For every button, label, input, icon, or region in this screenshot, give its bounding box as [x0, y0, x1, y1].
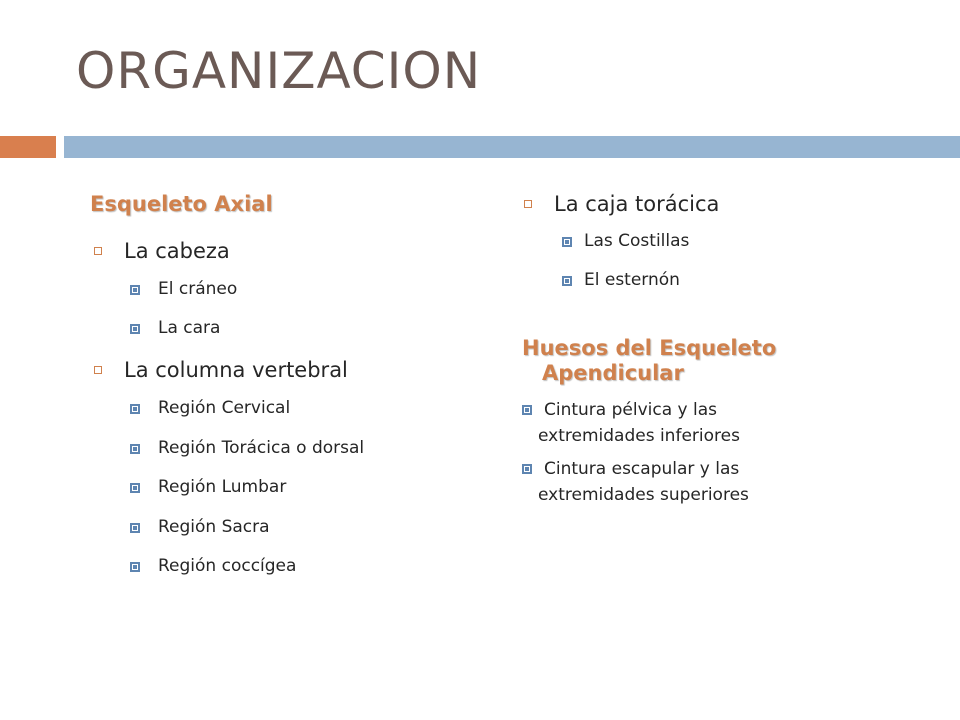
square-filled-bullet-icon: [130, 285, 140, 295]
square-outline-bullet-icon: [524, 200, 532, 208]
square-filled-bullet-icon: [130, 324, 140, 334]
list-item-cintura-pelvica: [522, 398, 942, 449]
list-item-label: La columna vertebral: [124, 358, 348, 383]
heading-huesos-apendicular: [522, 336, 942, 386]
list-item-region-lumbar: [90, 477, 490, 497]
list-item-la-caja-toracica: [522, 192, 942, 217]
list-item-el-esternon: [522, 270, 942, 290]
list-item-region-sacra: [90, 517, 490, 537]
square-outline-bullet-icon: [94, 247, 102, 255]
list-item-la-columna-vertebral: [90, 358, 490, 383]
list-item-label: El esternón: [584, 269, 680, 290]
list-item-region-toracica: [90, 438, 490, 458]
list-item-label: La cara: [158, 317, 221, 338]
heading-line-1: Huesos del Esqueleto: [522, 335, 777, 360]
accent-bar-blue: [64, 136, 960, 158]
list-item-label: La cabeza: [124, 239, 230, 264]
list-item-line-1: Cintura escapular y las: [544, 459, 740, 480]
square-filled-bullet-icon: [562, 276, 572, 286]
square-filled-bullet-icon: [130, 523, 140, 533]
list-item-la-cara: [90, 318, 490, 338]
square-outline-bullet-icon: [94, 366, 102, 374]
list-item-cintura-escapular: [522, 457, 942, 508]
list-item-label: Región Torácica o dorsal: [158, 437, 365, 458]
list-item-label: Región Sacra: [158, 516, 270, 537]
list-item-region-coccigea: [90, 556, 490, 576]
list-item-label: El cráneo: [158, 279, 238, 300]
square-filled-bullet-icon: [522, 405, 532, 415]
list-item-label: La caja torácica: [554, 192, 720, 216]
square-filled-bullet-icon: [130, 483, 140, 493]
list-item-region-cervical: [90, 398, 490, 418]
square-filled-bullet-icon: [562, 237, 572, 247]
list-item-line-1: Cintura pélvica y las: [544, 400, 718, 421]
square-filled-bullet-icon: [130, 444, 140, 454]
list-item-la-cabeza: [90, 239, 490, 264]
list-item-label: Región Lumbar: [158, 477, 287, 498]
list-item-label: Región Cervical: [158, 398, 291, 419]
heading-esqueleto-axial: Esqueleto Axial: [90, 192, 273, 216]
square-filled-bullet-icon: [522, 464, 532, 474]
list-item-label: Las Costillas: [584, 231, 690, 252]
slide-title: ORGANIZACION: [76, 42, 482, 100]
list-item-el-craneo: [90, 279, 490, 299]
accent-bar-orange: [0, 136, 56, 158]
list-item-line-2: extremidades superiores: [538, 484, 749, 505]
left-column: [90, 192, 490, 576]
list-item-label: Región coccígea: [158, 555, 297, 576]
square-filled-bullet-icon: [130, 562, 140, 572]
square-filled-bullet-icon: [130, 404, 140, 414]
right-column: [522, 192, 942, 508]
heading-line-2: Apendicular: [542, 361, 684, 386]
list-item-las-costillas: [522, 231, 942, 251]
list-item-line-2: extremidades inferiores: [538, 425, 740, 446]
